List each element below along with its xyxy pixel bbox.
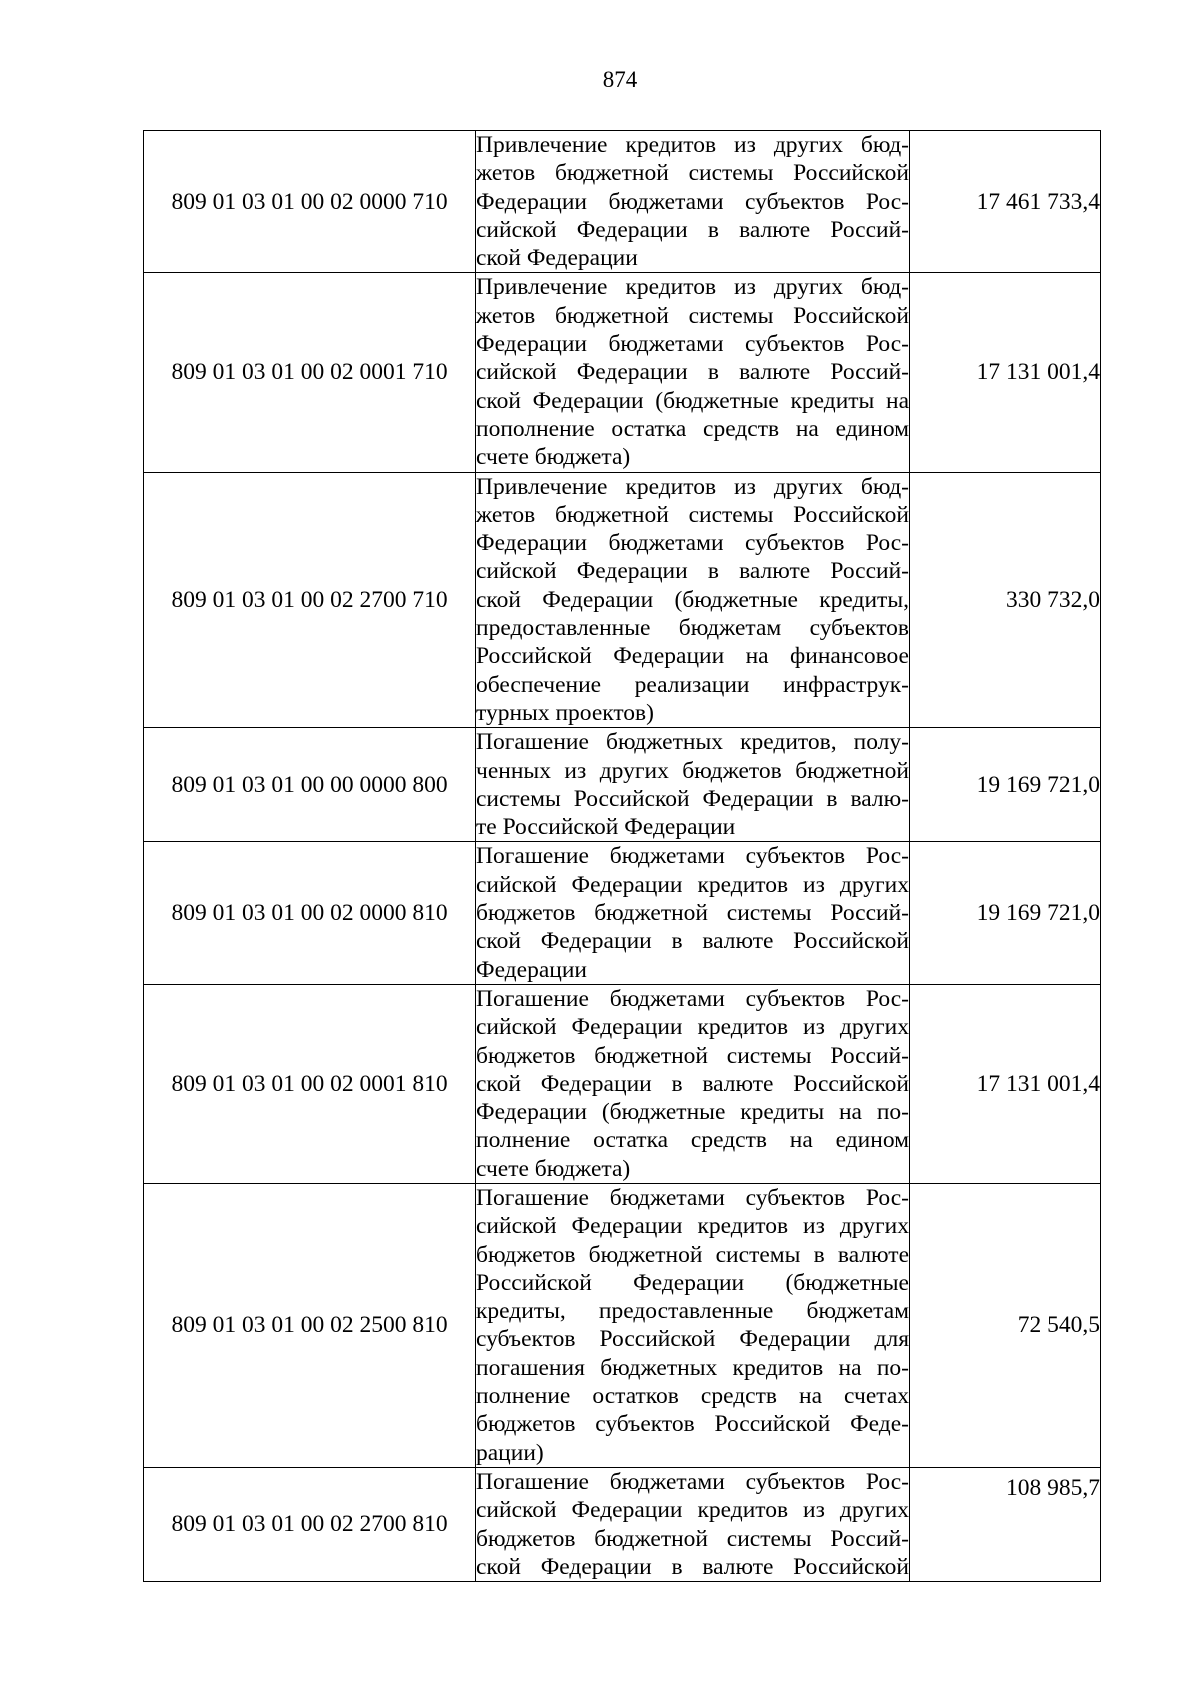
table-body xyxy=(144,131,1101,1582)
description-line: сийской Федерации кредитов из других xyxy=(476,871,909,898)
description-line: жетов бюджетной системы Российской xyxy=(476,501,909,528)
description-cell xyxy=(476,1467,910,1581)
description-line: пополнение остатка средств на едином xyxy=(476,415,909,442)
description-line: полнение остатков средств на счетах xyxy=(476,1383,909,1410)
amount-cell: 17 461 733,4 xyxy=(910,131,1101,273)
description-line: Погашение бюджетами субъектов Рос- xyxy=(476,1184,909,1211)
classification-code-cell: 809 01 03 01 00 02 2500 810 xyxy=(144,1183,476,1467)
description-cell xyxy=(476,1183,910,1467)
description-cell xyxy=(476,472,910,728)
classification-code-cell: 809 01 03 01 00 02 0001 810 xyxy=(144,984,476,1183)
description-line: Привлечение кредитов из других бюд- xyxy=(476,473,909,500)
description-line: счете бюджета) xyxy=(476,444,631,471)
description-line: субъектов Российской Федерации для xyxy=(476,1326,909,1353)
description-line: жетов бюджетной системы Российской xyxy=(476,160,909,187)
classification-code-cell: 809 01 03 01 00 00 0000 800 xyxy=(144,728,476,842)
description-line: сийской Федерации кредитов из других xyxy=(476,1497,909,1524)
description-line: Привлечение кредитов из других бюд- xyxy=(476,132,909,158)
table-row xyxy=(144,273,1101,472)
table-row xyxy=(144,472,1101,728)
description-line: сийской Федерации в валюте Россий- xyxy=(476,216,909,243)
description-line: ской Федерации (бюджетные кредиты, xyxy=(476,586,909,613)
description-line: Федерации xyxy=(476,956,587,983)
description-line: бюджетов бюджетной системы Россий- xyxy=(476,900,909,927)
table-row xyxy=(144,728,1101,842)
description-line: погашения бюджетных кредитов на по- xyxy=(476,1354,909,1381)
description-line: сийской Федерации в валюте Россий- xyxy=(476,558,909,585)
description-line: Федерации бюджетами субъектов Рос- xyxy=(476,530,909,557)
description-line: ской Федерации в валюте Российской xyxy=(476,1070,909,1097)
description-line: ской Федерации в валюте Российской xyxy=(476,928,909,955)
description-line: ской Федерации в валюте Российской xyxy=(476,1553,909,1580)
description-line: те Российской Федерации xyxy=(476,814,736,841)
description-cell xyxy=(476,273,910,472)
amount-cell: 17 131 001,4 xyxy=(910,984,1101,1183)
description-line: бюджетов бюджетной системы в валюте xyxy=(476,1241,909,1268)
description-cell xyxy=(476,131,910,273)
description-line: бюджетов бюджетной системы Россий- xyxy=(476,1042,909,1069)
classification-code-cell: 809 01 03 01 00 02 0000 810 xyxy=(144,842,476,984)
description-line: Федерации бюджетами субъектов Рос- xyxy=(476,331,909,358)
table-row xyxy=(144,984,1101,1183)
classification-code-cell: 809 01 03 01 00 02 0001 710 xyxy=(144,273,476,472)
table-row xyxy=(144,1183,1101,1467)
description-line: предоставленные бюджетам субъектов xyxy=(476,615,909,642)
amount-cell: 72 540,5 xyxy=(910,1183,1101,1467)
description-line: ской Федерации (бюджетные кредиты на xyxy=(476,387,909,414)
description-line: Погашение бюджетами субъектов Рос- xyxy=(476,1468,909,1495)
description-line: бюджетов субъектов Российской Феде- xyxy=(476,1411,909,1438)
description-cell xyxy=(476,842,910,984)
page-number: 874 xyxy=(602,67,638,92)
amount-cell: 17 131 001,4 xyxy=(910,273,1101,472)
description-line: сийской Федерации в валюте Россий- xyxy=(476,359,909,386)
amount-cell: 19 169 721,0 xyxy=(910,728,1101,842)
description-line: ской Федерации xyxy=(476,245,638,272)
description-line: счете бюджета) xyxy=(476,1155,631,1182)
table-row xyxy=(144,131,1101,273)
description-cell xyxy=(476,984,910,1183)
description-line: Погашение бюджетами субъектов Рос- xyxy=(476,985,909,1012)
table-row xyxy=(144,1467,1101,1581)
description-line: бюджетов бюджетной системы Россий- xyxy=(476,1525,909,1552)
description-line: системы Российской Федерации в валю- xyxy=(476,785,909,812)
amount-cell: 19 169 721,0 xyxy=(910,842,1101,984)
description-line: Российской Федерации (бюджетные xyxy=(476,1269,909,1296)
description-line: Привлечение кредитов из других бюд- xyxy=(476,274,909,301)
description-line: Погашение бюджетами субъектов Рос- xyxy=(476,843,909,870)
classification-code-cell: 809 01 03 01 00 02 2700 710 xyxy=(144,472,476,728)
description-line: кредиты, предоставленные бюджетам xyxy=(476,1298,909,1325)
amount-cell: 108 985,7 xyxy=(910,1467,1101,1581)
description-line: полнение остатка средств на едином xyxy=(476,1127,909,1154)
description-line: Федерации (бюджетные кредиты на по- xyxy=(476,1099,909,1126)
description-line: ченных из других бюджетов бюджетной xyxy=(476,757,909,784)
description-line: обеспечение реализации инфраструк- xyxy=(476,671,909,698)
table-row xyxy=(144,842,1101,984)
description-line: Российской Федерации на финансовое xyxy=(476,643,909,670)
description-line: жетов бюджетной системы Российской xyxy=(476,302,909,329)
classification-code-cell: 809 01 03 01 00 02 0000 710 xyxy=(144,131,476,273)
description-line: Погашение бюджетных кредитов, полу- xyxy=(476,729,909,756)
classification-code-cell: 809 01 03 01 00 02 2700 810 xyxy=(144,1467,476,1581)
description-line: рации) xyxy=(476,1439,544,1466)
description-line: сийской Федерации кредитов из других xyxy=(476,1213,909,1240)
budget-sources-table xyxy=(143,130,1101,1582)
description-cell xyxy=(476,728,910,842)
description-line: Федерации бюджетами субъектов Рос- xyxy=(476,188,909,215)
description-line: сийской Федерации кредитов из других xyxy=(476,1014,909,1041)
description-line: турных проектов) xyxy=(476,699,654,726)
amount-cell: 330 732,0 xyxy=(910,472,1101,728)
